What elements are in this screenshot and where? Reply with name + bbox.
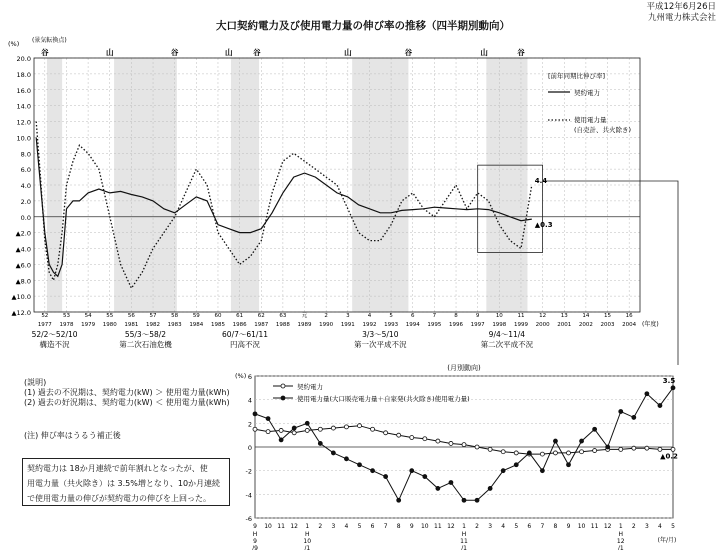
y-unit-label: (%) <box>8 40 20 48</box>
cycle-label: 山 <box>225 48 233 57</box>
y-tick-label: -4 <box>245 491 252 500</box>
series-marker <box>567 463 571 467</box>
series-line-0 <box>36 137 532 276</box>
x-tick-label: 10 <box>420 523 429 530</box>
x-tick-label: 1997 <box>470 322 485 328</box>
explanation-line-1: (1) 過去の不況期は、契約電力(kW) ＞ 使用電力量(kWh) <box>24 388 230 397</box>
series-marker <box>253 412 257 416</box>
x-tick-label: 12 <box>290 523 299 530</box>
x-tick-label: 2 <box>475 523 479 530</box>
series-marker <box>527 451 531 455</box>
quarterly-chart <box>0 30 726 365</box>
legend-label: 契約電力 <box>574 89 600 97</box>
series-marker <box>410 436 414 440</box>
note-line-1: 契約電力は 18か月連続で前年割れとなったが、使 <box>27 464 208 473</box>
series-marker <box>305 428 309 432</box>
series-marker <box>475 498 479 502</box>
y-unit-label: (%) <box>235 372 247 380</box>
x-year-sub: /1 <box>304 545 311 550</box>
series-marker <box>514 463 518 467</box>
explanation-heading: (説明) <box>24 378 47 387</box>
footnote: (注) 伸び率はうるう補正後 <box>24 431 121 440</box>
x-tick-label: 10 <box>264 523 272 530</box>
recession-name: 第二次石油危機 <box>119 340 172 349</box>
x-tick-label: 1988 <box>275 322 290 328</box>
series-marker <box>305 421 309 425</box>
date-line: 平成12年6月26日 <box>646 2 716 12</box>
recession-name: 第二次平成不況 <box>480 340 534 349</box>
x-tick-label-era: 6 <box>411 313 415 319</box>
legend-marker <box>281 384 285 388</box>
x-tick-label: 1982 <box>146 322 161 328</box>
recession-dates: 52/2～52/10 <box>31 330 78 339</box>
series-marker <box>253 427 257 431</box>
cycle-label: 山 <box>480 48 488 57</box>
x-tick-label: 2002 <box>578 322 593 328</box>
recession-name: 第一次平成不況 <box>354 340 407 349</box>
x-tick-label: 4 <box>658 523 662 530</box>
x-tick-label: 5 <box>357 523 362 530</box>
x-tick-label: 1985 <box>210 322 225 328</box>
x-tick-label-era: 53 <box>62 313 70 319</box>
series-marker <box>645 392 649 396</box>
x-year-label: 11 <box>460 538 468 545</box>
x-tick-label: 9 <box>566 523 571 530</box>
x-tick-label: 8 <box>553 523 558 530</box>
x-tick-label: 4 <box>344 523 349 530</box>
x-year-label: 12 <box>616 538 625 545</box>
x-tick-label: 11 <box>590 523 599 530</box>
note-line-2: 用電力量（共火除き）は 3.5%増となり、10か月連続 <box>27 479 221 488</box>
x-tick-label: 2003 <box>600 322 615 328</box>
x-tick-label: 3 <box>644 523 649 530</box>
cycle-label: 谷 <box>253 48 261 57</box>
series-marker <box>488 486 492 490</box>
series-marker <box>645 446 649 450</box>
recession-dates: 55/3～58/2 <box>124 330 167 339</box>
x-year-label: 9 <box>253 538 257 545</box>
y-tick-label: 6 <box>247 373 252 381</box>
x-tick-label: 12 <box>603 523 612 530</box>
series-marker <box>266 430 270 434</box>
series-marker <box>344 425 348 429</box>
x-tick-label: 1979 <box>81 322 96 328</box>
x-year-era: H <box>618 531 624 538</box>
legend-label: 使用電力量(大口販売電力量＋自家発(共火除き)使用電力量) <box>297 395 470 403</box>
x-tick-label: 12 <box>447 523 455 530</box>
x-tick-label: 1978 <box>59 322 74 328</box>
series-marker <box>318 427 322 431</box>
series-marker <box>423 437 427 441</box>
y-tick-label: -2 <box>245 467 252 476</box>
y-tick-label: 0.0 <box>20 213 31 222</box>
series-marker <box>606 445 610 449</box>
series-marker <box>358 424 362 428</box>
x-tick-label: 10 <box>577 523 586 530</box>
monthly-chart <box>225 360 725 550</box>
legend-marker <box>281 396 285 400</box>
series-marker <box>423 475 427 479</box>
x-tick-label: 1977 <box>37 322 52 328</box>
x-tick-label-era: 55 <box>106 313 114 319</box>
y-tick-label: ▲8.0 <box>15 277 31 286</box>
series-marker <box>593 449 597 453</box>
date-block <box>646 2 716 24</box>
series-marker <box>619 447 623 451</box>
y-tick-label: 20.0 <box>16 55 31 63</box>
x-tick-label: 9 <box>253 523 257 530</box>
cycle-label: 山 <box>106 48 114 57</box>
x-year-sub: /9 <box>252 545 258 550</box>
y-tick-label: ▲12.0 <box>11 309 31 317</box>
recession-dates: 9/4～11/4 <box>488 330 526 339</box>
x-tick-label: 5 <box>671 523 675 530</box>
x-tick-label-era: 16 <box>625 313 633 319</box>
series-marker <box>501 450 505 454</box>
x-tick-label-era: 15 <box>604 313 612 319</box>
series-marker <box>540 452 544 456</box>
page-title: 大口契約電力及び使用電力量の伸び率の推移（四半期別動向） <box>216 20 510 32</box>
x-tick-label-era: 9 <box>475 313 480 319</box>
x-tick-label-era: 元 <box>301 313 308 319</box>
x-year-era: H <box>252 531 258 538</box>
x-tick-label-era: 5 <box>389 313 393 319</box>
x-tick-label-era: 52 <box>41 313 49 319</box>
x-tick-label: 1981 <box>124 322 139 328</box>
x-tick-label: 2 <box>318 523 323 530</box>
series-marker <box>580 439 584 443</box>
y-tick-label: 0 <box>247 444 252 452</box>
x-tick-label: 1 <box>462 523 466 530</box>
x-tick-label: 1986 <box>232 322 247 328</box>
x-tick-label-era: 10 <box>495 313 503 319</box>
x-tick-label: 8 <box>396 523 401 530</box>
y-tick-label: -6 <box>245 515 252 523</box>
series-marker <box>619 410 623 414</box>
cycle-label: 谷 <box>404 48 413 57</box>
series-marker <box>331 426 335 430</box>
legend-label-sub: (自売計、共火除き) <box>574 126 632 134</box>
series-marker <box>671 386 675 390</box>
series-marker <box>436 439 440 443</box>
x-tick-label-era: 57 <box>149 313 157 319</box>
recession-name: 円高不況 <box>230 340 261 349</box>
series-marker <box>279 438 283 442</box>
series-end-label: ▲0.2 <box>660 452 678 461</box>
chart-title: (月別動向) <box>447 364 481 372</box>
x-year-sub: /1 <box>461 545 467 550</box>
series-marker <box>593 427 597 431</box>
company-line: 九州電力株式会社 <box>647 13 716 23</box>
series-marker <box>449 441 453 445</box>
x-tick-label: 6 <box>527 523 532 530</box>
x-unit-label: (年/月) <box>657 537 677 544</box>
y-tick-label: 6.0 <box>20 166 31 175</box>
x-tick-label: 1 <box>305 523 310 530</box>
x-tick-label-era: 14 <box>582 313 590 319</box>
x-tick-label-era: 60 <box>214 313 222 319</box>
series-marker <box>331 451 335 455</box>
x-tick-label: 1996 <box>449 322 464 328</box>
cycle-label: 谷 <box>517 48 525 57</box>
x-tick-label: 6 <box>370 523 375 530</box>
x-tick-label: 1998 <box>492 322 507 328</box>
series-marker <box>462 443 466 447</box>
y-tick-label: 16.0 <box>16 86 31 95</box>
x-tick-label-era: 61 <box>236 313 244 319</box>
x-tick-label: 2000 <box>535 322 550 328</box>
series-marker <box>344 457 348 461</box>
x-tick-label: 7 <box>540 523 545 530</box>
y-tick-label: 10.0 <box>16 134 31 143</box>
series-marker <box>449 481 453 485</box>
series-end-label: 3.5 <box>662 376 676 385</box>
x-tick-label: 5 <box>514 523 519 530</box>
x-year-era: H <box>304 531 310 538</box>
legend-title: [前年同期比伸び率] <box>548 72 606 80</box>
y-tick-label: 4 <box>247 396 252 405</box>
x-tick-label-era: 3 <box>346 313 350 319</box>
x-tick-label: 11 <box>434 523 442 530</box>
x-tick-label-era: 58 <box>171 313 179 319</box>
series-marker <box>371 427 375 431</box>
x-tick-label: 1994 <box>405 322 420 328</box>
series-marker <box>567 451 571 455</box>
series-marker <box>384 431 388 435</box>
y-tick-label: 8.0 <box>20 150 31 159</box>
x-tick-label: 1 <box>618 523 623 530</box>
connector-line <box>543 181 678 365</box>
legend-label: 使用電力量 <box>574 116 607 124</box>
series-marker <box>397 433 401 437</box>
series-marker <box>501 469 505 473</box>
series-end-label: 4.4 <box>534 177 548 185</box>
cycle-label: 谷 <box>170 48 179 57</box>
series-marker <box>658 404 662 408</box>
y-tick-label: 12.0 <box>16 118 31 127</box>
x-tick-label-era: 4 <box>367 313 372 319</box>
x-tick-label: 4 <box>501 523 506 530</box>
series-marker <box>553 451 557 455</box>
x-tick-label-era: 54 <box>84 313 92 319</box>
series-marker <box>397 498 401 502</box>
explanation-line-2: (2) 過去の好況期は、契約電力(kW) ＜ 使用電力量(kWh) <box>24 398 230 407</box>
top-label: (景気転換点) <box>32 37 67 44</box>
series-marker <box>292 426 296 430</box>
series-marker <box>318 441 322 445</box>
y-tick-label: 2 <box>247 420 252 429</box>
x-tick-label-era: 8 <box>454 313 458 319</box>
x-year-sub: /1 <box>617 545 624 550</box>
cycle-label: 山 <box>344 48 352 57</box>
x-tick-label-era: 2 <box>324 313 328 319</box>
series-marker <box>371 469 375 473</box>
recession-dates: 3/3～5/10 <box>362 330 399 339</box>
y-tick-label: 4.0 <box>20 182 31 190</box>
series-marker <box>580 450 584 454</box>
x-tick-label: 2 <box>631 523 636 530</box>
explanation-block <box>24 378 230 408</box>
series-marker <box>292 431 296 435</box>
note-box <box>22 458 230 506</box>
x-tick-label: 9 <box>409 523 414 530</box>
series-marker <box>462 498 466 502</box>
cycle-label: 谷 <box>41 48 49 57</box>
y-tick-label: 2.0 <box>20 197 31 206</box>
x-tick-label: 3 <box>331 523 336 530</box>
series-marker <box>358 463 362 467</box>
x-tick-label: 1983 <box>167 322 182 328</box>
x-year-era: H <box>461 531 467 538</box>
x-year-label: 10 <box>303 538 312 545</box>
x-unit-label: (年度) <box>642 321 659 328</box>
x-tick-label: 1987 <box>254 322 269 328</box>
series-marker <box>410 469 414 473</box>
x-tick-label: 1992 <box>362 322 377 328</box>
x-tick-label-era: 62 <box>257 313 265 319</box>
series-marker <box>436 486 440 490</box>
x-tick-label-era: 7 <box>432 313 437 319</box>
x-tick-label-era: 13 <box>560 313 568 319</box>
series-end-label: ▲0.3 <box>534 221 553 230</box>
x-tick-label-era: 12 <box>539 313 547 319</box>
x-tick-label-era: 59 <box>192 313 200 319</box>
recession-name: 構造不況 <box>39 340 70 349</box>
recession-dates: 60/7～61/11 <box>222 330 269 339</box>
y-tick-label: 18.0 <box>16 70 31 79</box>
x-tick-label: 3 <box>488 523 493 530</box>
x-tick-label: 2004 <box>622 322 637 328</box>
series-marker <box>488 447 492 451</box>
series-marker <box>384 475 388 479</box>
x-tick-label: 1990 <box>319 322 334 328</box>
y-tick-label: ▲2.0 <box>15 229 31 238</box>
y-tick-label: ▲6.0 <box>15 261 31 270</box>
series-marker <box>658 447 662 451</box>
series-marker <box>475 445 479 449</box>
x-tick-label: 7 <box>383 523 388 530</box>
note-line-3: で使用電力量の伸びが契約電力の伸びを上回った。 <box>27 494 211 503</box>
series-marker <box>266 417 270 421</box>
x-tick-label: 1989 <box>297 322 312 328</box>
x-tick-label: 2001 <box>557 322 572 328</box>
y-tick-label: ▲10.0 <box>11 293 31 302</box>
x-tick-label: 1991 <box>340 322 355 328</box>
x-tick-label-era: 63 <box>279 313 287 319</box>
y-tick-label: ▲4.0 <box>15 245 31 254</box>
y-tick-label: 14.0 <box>16 102 31 111</box>
series-marker <box>632 415 636 419</box>
x-tick-label-era: 11 <box>517 313 525 319</box>
series-marker <box>514 451 518 455</box>
x-tick-label: 1993 <box>384 322 399 328</box>
series-marker <box>632 446 636 450</box>
x-tick-label: 1984 <box>189 322 204 328</box>
legend-label: 契約電力 <box>297 383 323 391</box>
x-tick-label: 1999 <box>513 322 528 328</box>
series-marker <box>553 439 557 443</box>
series-marker <box>671 447 675 451</box>
series-line-1 <box>36 122 532 289</box>
series-marker <box>540 469 544 473</box>
series-marker <box>279 428 283 432</box>
x-tick-label: 1980 <box>102 322 117 328</box>
x-tick-label: 11 <box>277 523 285 530</box>
x-tick-label-era: 56 <box>127 313 135 319</box>
x-tick-label: 1995 <box>427 322 442 328</box>
